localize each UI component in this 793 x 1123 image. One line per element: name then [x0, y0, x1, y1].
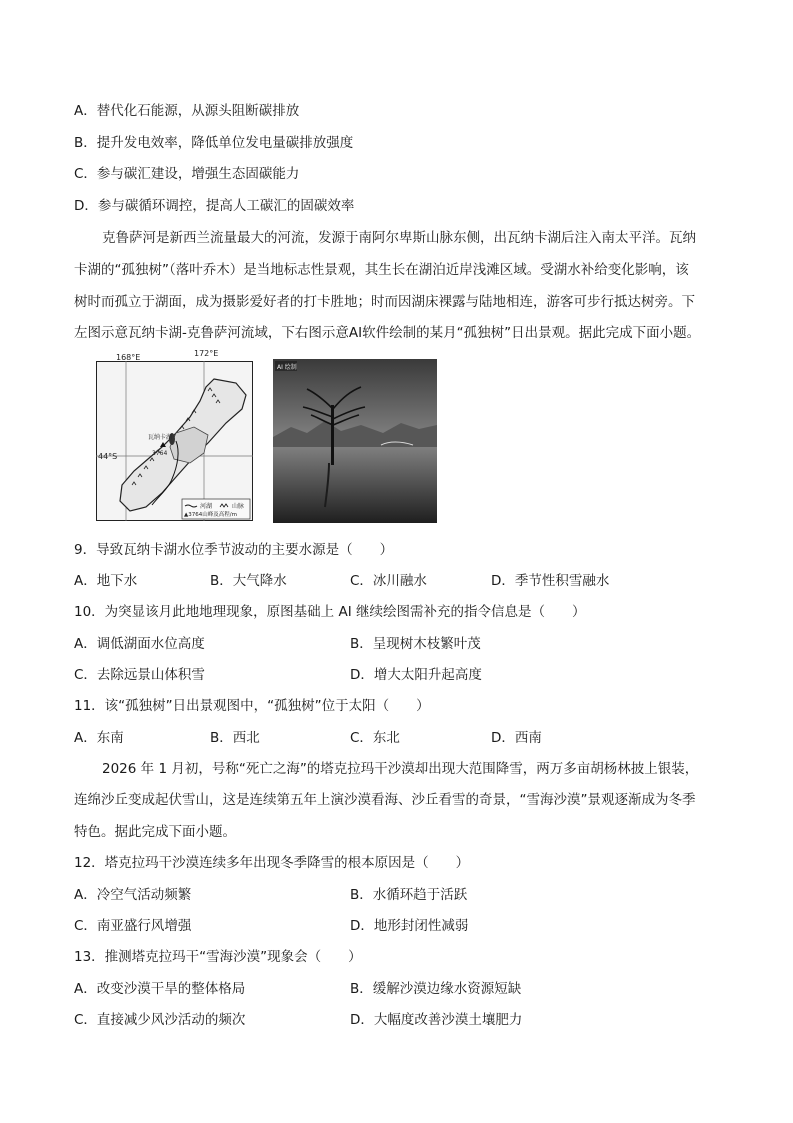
q8-option-d: D．参与碳循环调控，提高人工碳汇的固碳效率 [74, 198, 355, 214]
sunrise-photo-figure [273, 359, 437, 523]
passage1-line1: 克鲁萨河是新西兰流量最大的河流，发源于南阿尔卑斯山脉东侧，出瓦纳卡湖后注入南太平洋。瓦纳 [102, 230, 696, 246]
photo-tag: AI 绘制 [277, 364, 297, 371]
q10-option-b: B．呈现树木枝繁叶茂 [350, 636, 481, 652]
q8-option-c: C．参与碳汇建设，增强生态固碳能力 [74, 166, 300, 182]
q10-stem: 10．为突显该月此地地理现象，原图基础上 AI 继续绘图需补充的指令信息是（ ） [74, 604, 586, 620]
lon1-label: 168°E [116, 353, 141, 362]
legend-peak: ▲3764山峰及高程/m [184, 512, 237, 518]
q13-option-d: D．大幅度改善沙漠土壤肥力 [350, 1012, 523, 1028]
lake-map-figure [96, 349, 253, 521]
q10-option-c: C．去除远景山体积雪 [74, 667, 205, 683]
q12-stem: 12．塔克拉玛干沙漠连续多年出现冬季降雪的根本原因是（ ） [74, 855, 470, 871]
q11-option-a: A．东南 [74, 730, 124, 746]
q11-option-c: C．东北 [350, 730, 400, 746]
q11-stem: 11．该“孤独树”日出景观图中，“孤独树”位于太阳（ ） [74, 698, 430, 714]
q13-option-b: B．缓解沙漠边缘水资源短缺 [350, 981, 522, 997]
q8-option-b: B．提升发电效率，降低单位发电量碳排放强度 [74, 135, 354, 151]
q11-option-b: B．西北 [210, 730, 260, 746]
q9-stem: 9．导致瓦纳卡湖水位季节波动的主要水源是（ ） [74, 542, 394, 558]
q12-option-c: C．南亚盛行风增强 [74, 918, 192, 934]
q12-option-a: A．冷空气活动频繁 [74, 887, 192, 903]
passage2-line1: 2026 年 1 月初，号称“死亡之海”的塔克拉玛干沙漠却出现大范围降雪，两万多亩胡杨林披上银装， [102, 761, 699, 777]
q12-option-d: D．地形封闭性减弱 [350, 918, 469, 934]
passage1-line3: 树时而孤立于湖面，成为摄影爱好者的打卡胜地；时而因湖床裸露与陆地相连，游客可步行抵达树旁。下 [74, 294, 695, 310]
lake-label: 瓦纳卡湖 [148, 434, 173, 441]
q13-stem: 13．推测塔克拉玛干“雪海沙漠”现象会（ ） [74, 949, 362, 965]
q9-option-d: D．季节性积雪融水 [491, 573, 610, 589]
passage1-line4: 左图示意瓦纳卡湖-克鲁萨河流域，下右图示意AI软件绘制的某月“孤独树”日出景观。据此完成下面小题。 [74, 325, 701, 341]
q13-option-a: A．改变沙漠干旱的整体格局 [74, 981, 246, 997]
passage2-line2: 连绵沙丘变成起伏雪山，这是连续第五年上演沙漠看海、沙丘看雪的奇景，“雪海沙漠”景观逐渐成为冬季 [74, 792, 696, 808]
q13-option-c: C．直接减少风沙活动的频次 [74, 1012, 246, 1028]
passage1-line2: 卡湖的“孤独树”（落叶乔木）是当地标志性景观，其生长在湖泊近岸浅滩区域。受湖水补给变化影响，该 [74, 262, 689, 278]
q12-option-b: B．水循环趋于活跃 [350, 887, 468, 903]
lat1-label: 44°S [98, 452, 118, 461]
peak-label: 3764 [152, 450, 168, 457]
q8-option-a: A．替代化石能源，从源头阻断碳排放 [74, 103, 300, 119]
legend-river: 河湖 [200, 503, 213, 510]
q9-option-a: A．地下水 [74, 573, 138, 589]
q10-option-d: D．增大太阳升起高度 [350, 667, 482, 683]
passage2-line3: 特色。据此完成下面小题。 [74, 824, 236, 840]
q10-option-a: A．调低湖面水位高度 [74, 636, 205, 652]
q9-option-b: B．大气降水 [210, 573, 287, 589]
legend-mountain: 山脉 [232, 503, 245, 510]
lon2-label: 172°E [194, 349, 219, 358]
sunrise-photo [273, 359, 437, 523]
q9-option-c: C．冰川融水 [350, 573, 427, 589]
q11-option-d: D．西南 [491, 730, 542, 746]
